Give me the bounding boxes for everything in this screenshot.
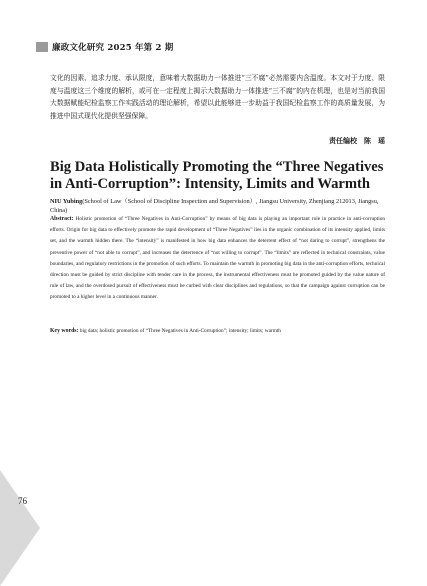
abstract-label: Abstract:: [50, 216, 74, 222]
page-number: 76: [18, 496, 27, 506]
keywords-text: big data; holistic promotion of “Three Negatives in Anti-Corruption”; intensity; limits; warmth: [79, 328, 281, 334]
chinese-body-text: [50, 72, 385, 122]
chinese-paragraph: 文化的因素、追求力度、承认限度，意味着大数据助力一体推进“三不腐”必然需要内含温度。本文对于力度、限度与温度这三个维度的解析，或可在一定程度上揭示大数据助力一体推进“三不腐”的内在机理，也是对当前我国大数据赋能纪检监察工作实践活动的理论解析，希望以此能够进一步助益于我国纪检监察工作的高质量发展，为推进中国式现代化提供坚强保障。: [50, 74, 385, 120]
author-line: [50, 198, 385, 215]
editor-credit: 责任编校 陈 瑶: [329, 136, 385, 145]
abstract-text: Holistic promotion of “Three Negatives in Anti-Corruption” by means of big data is playing an important role in practice in anti-corruption efforts. Origin for big data to effectively promote the rapid development of “Three Negatives” lies in the organic combination of its intensity applied, limits set, and the warmth hidden there. The “intensity” is manifested in how big data enhances the deterrent effect of “not daring to corrupt”, strengthens the preventive power of “not able to corrupt”, and increases the deterrence of “not willing to corrupt”. The “limits” are reflected in technical constraints, value boundaries, and regulatory restrictions in the promotion of such efforts. To maintain the warmth in promoting big data in the anti-corruption efforts, technical direction must be guided by strict discipline with tender care in the process, the instrumental effectiveness must be promoted guided by the value nature of rule of law, and the overdosed pursuit of effectiveness must be curbed with clear disciplines and regulations, so that the campaign against corruption can be promoted to a higher level in a continuous manner.: [50, 216, 385, 301]
english-title: Big Data Holistically Promoting the “Three Negatives in Anti-Corruption”: Intensity, Limits and Warmth: [50, 159, 384, 192]
running-header: [36, 40, 174, 54]
header-mark-icon: [36, 42, 48, 52]
journal-issue: 廉政文化研究 2025 年第 2 期: [52, 43, 174, 53]
author-name: NIU Yubing: [50, 198, 83, 205]
author-affiliation: (School of Law（School of Discipline Inspection and Supervision）, Jiangsu University, Zhenjiang 212013, Jiangsu, China): [50, 198, 379, 214]
keywords-block: [50, 327, 385, 336]
page-corner-triangle: [0, 470, 40, 586]
abstract-block: [50, 214, 385, 304]
keywords-label: Key words:: [50, 328, 79, 334]
